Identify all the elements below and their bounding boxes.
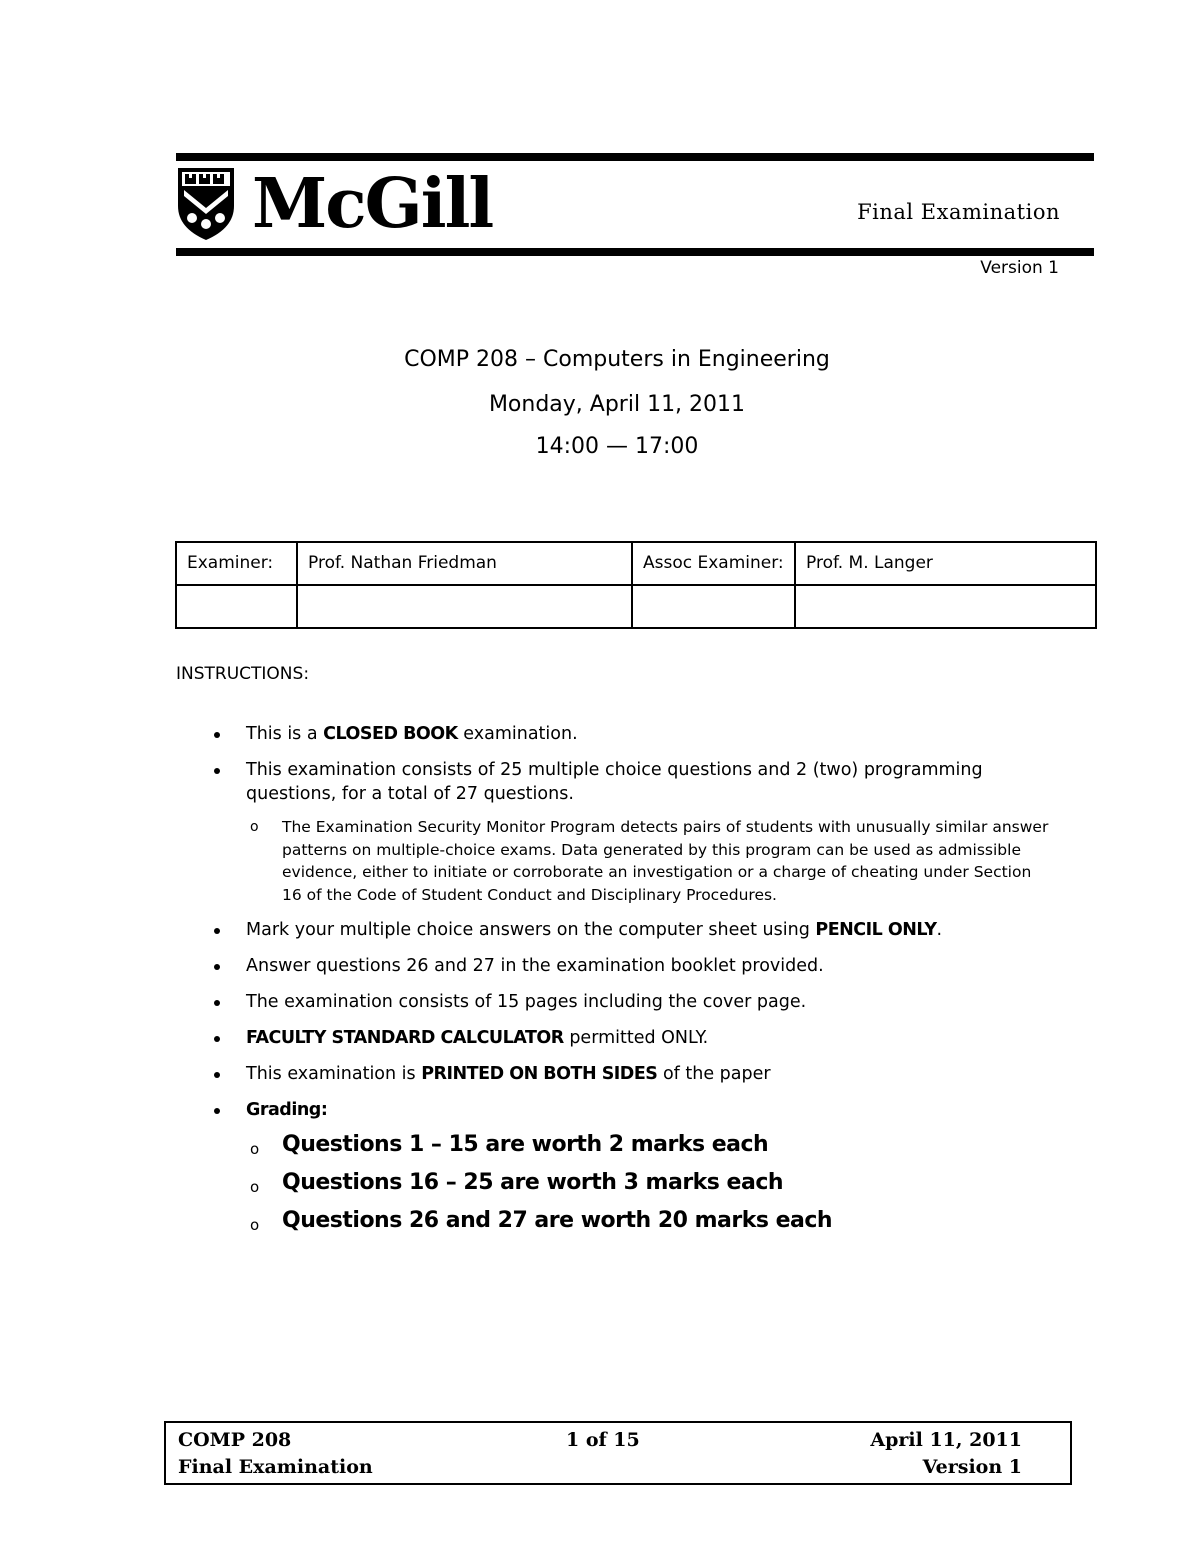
instruction-calculator: FACULTY STANDARD CALCULATOR permitted ONLY. — [212, 1026, 1052, 1050]
examiner-label: Examiner: — [176, 542, 297, 585]
instructions-heading: INSTRUCTIONS: — [176, 664, 310, 684]
footer-page-number: 1 of 15 — [566, 1429, 640, 1451]
grading-item: o Questions 26 and 27 are worth 20 marks each — [246, 1202, 1052, 1240]
footer-version: Version 1 — [922, 1456, 1022, 1478]
exam-date: Monday, April 11, 2011 — [488, 392, 746, 417]
exam-type-label: Final Examination — [857, 200, 1060, 224]
empty-cell — [632, 585, 795, 628]
empty-cell — [795, 585, 1096, 628]
course-title: COMP 208 – Computers in Engineering — [404, 347, 830, 372]
instruction-security-monitor: o The Examination Security Monitor Program detects pairs of students with unusually similar answer patterns on multiple-choice exams. Data generated by this program can be used as admissible evidence, either to initiate or corroborate an investigation or a charge of cheating under Section 16 of the Code of Student Conduct and Disciplinary Procedures. — [246, 816, 1052, 906]
instruction-both-sides: This examination is PRINTED ON BOTH SIDES of the paper — [212, 1062, 1052, 1086]
empty-cell — [176, 585, 297, 628]
version-label: Version 1 — [980, 258, 1059, 278]
instruction-pencil: Mark your multiple choice answers on the computer sheet using PENCIL ONLY. — [212, 918, 1052, 942]
instruction-question-count: This examination consists of 25 multiple choice questions and 2 (two) programming questions, for a total of 27 questions. o The Examination Security Monitor Program detects pairs of students with unusually similar answer patterns on multiple-choice exams. Data generated by this program can be used as admissible evidence, either to initiate or corroborate an investigation or a charge of cheating under Section 16 of the Code of Student Conduct and Disciplinary Procedures. — [212, 758, 1052, 906]
footer-exam-type: Final Examination — [178, 1456, 373, 1478]
footer-date: April 11, 2011 — [870, 1429, 1022, 1451]
examiner-empty-row — [176, 585, 1096, 628]
grading-item: o Questions 1 – 15 are worth 2 marks each — [246, 1126, 1052, 1164]
instruction-sublist — [246, 816, 1052, 906]
empty-cell — [297, 585, 632, 628]
institution-wordmark: McGill — [252, 164, 493, 244]
instruction-closed-book: This is a CLOSED BOOK examination. — [212, 722, 1052, 746]
page-footer — [164, 1421, 1072, 1485]
grading-list — [246, 1126, 1052, 1240]
exam-time: 14:00 — 17:00 — [535, 434, 699, 459]
instruction-page-count: The examination consists of 15 pages including the cover page. — [212, 990, 1052, 1014]
header-rule-top — [176, 153, 1094, 161]
header-rule-bottom — [176, 248, 1094, 256]
examiner-row — [176, 542, 1096, 585]
examiner-name: Prof. Nathan Friedman — [297, 542, 632, 585]
instructions-list — [212, 722, 1052, 1252]
instruction-grading: Grading: o Questions 1 – 15 are worth 2 marks each o Questions 16 – 25 are worth 3 marks each o Questions 26 and 27 are worth 20 marks each — [212, 1098, 1052, 1240]
assoc-examiner-label: Assoc Examiner: — [632, 542, 795, 585]
examiner-table — [175, 541, 1097, 629]
grading-item: o Questions 16 – 25 are worth 3 marks each — [246, 1164, 1052, 1202]
instruction-booklet: Answer questions 26 and 27 in the examination booklet provided. — [212, 954, 1052, 978]
footer-course: COMP 208 — [178, 1429, 292, 1451]
assoc-examiner-name: Prof. M. Langer — [795, 542, 1096, 585]
mcgill-crest-logo — [176, 166, 236, 242]
